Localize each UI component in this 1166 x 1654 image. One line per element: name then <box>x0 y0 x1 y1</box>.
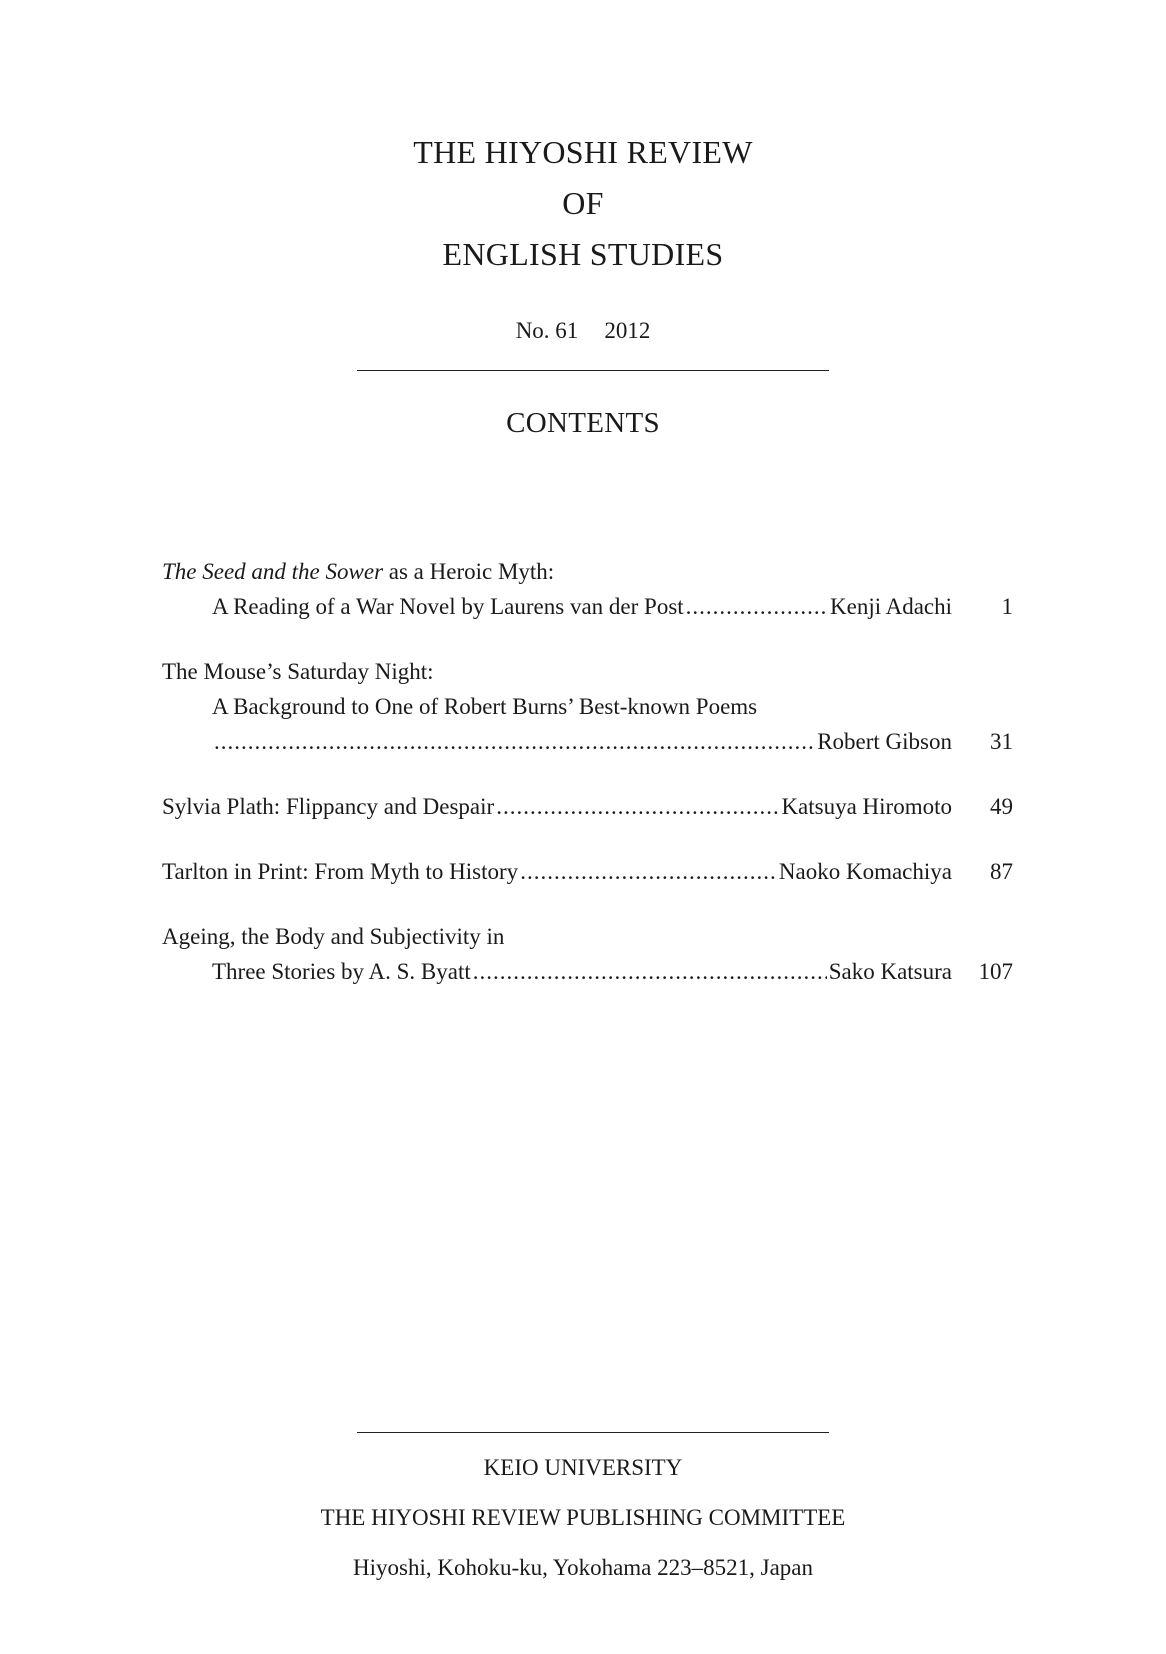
issue-info <box>0 316 1166 346</box>
toc-entry-1-subtitle-line[interactable] <box>212 590 952 624</box>
toc-entry-3-title: Sylvia Plath: Flippancy and Despair <box>162 794 495 819</box>
issue-number: No. 61 <box>515 318 579 343</box>
issue-year: 2012 <box>604 318 651 343</box>
toc-entry-4-leader-dots <box>520 855 777 889</box>
toc-entry-5-page: 107 <box>978 959 1013 984</box>
toc-entry-5-leader-dots <box>473 955 827 989</box>
bottom-divider <box>357 1432 829 1433</box>
top-divider <box>357 370 829 371</box>
toc-entry-3-author: Katsuya Hiromoto <box>781 794 952 819</box>
journal-title-line-1: THE HIYOSHI REVIEW <box>413 134 753 170</box>
toc-entry-1-subtitle: A Reading of a War Novel by Laurens van der Post <box>212 594 684 619</box>
toc-entry-2-author-line[interactable] <box>212 725 952 759</box>
toc-entry-4-line[interactable] <box>162 855 952 889</box>
toc-entry-1-title-rest: as a Heroic Myth: <box>383 559 555 584</box>
toc-entry-1-page: 1 <box>1001 594 1013 619</box>
toc-entry-2-subtitle: A Background to One of Robert Burns’ Best-known Poems <box>212 694 758 719</box>
toc-entry-2-author: Robert Gibson <box>817 729 952 754</box>
toc-entry-4-title: Tarlton in Print: From Myth to History <box>162 859 519 884</box>
publisher-university: KEIO UNIVERSITY <box>483 1455 683 1480</box>
toc-entry-5-title[interactable]: Ageing, the Body and Subjectivity in <box>162 924 505 949</box>
toc-entry-1-title-italic: The Seed and the Sower <box>162 559 384 584</box>
toc-entry-2-page: 31 <box>990 729 1013 754</box>
toc-entry-1-author: Kenji Adachi <box>830 594 952 619</box>
publisher-committee: THE HIYOSHI REVIEW PUBLISHING COMMITTEE <box>320 1505 846 1530</box>
toc-entry-3-leader-dots <box>496 790 779 824</box>
journal-title-line-3: ENGLISH STUDIES <box>442 236 724 272</box>
toc-entry-1-leader-dots <box>686 590 828 624</box>
toc-entry-2-leader-dots <box>214 725 815 759</box>
toc-entry-5-subtitle: Three Stories by A. S. Byatt <box>212 959 471 984</box>
journal-title-line-2: OF <box>562 185 604 221</box>
toc-entry-5-author: Sako Katsura <box>828 959 952 984</box>
contents-heading: CONTENTS <box>506 407 660 439</box>
toc-entry-5-subtitle-line[interactable] <box>212 955 952 989</box>
toc-entry-3-line[interactable] <box>162 790 952 824</box>
toc-entry-4-author: Naoko Komachiya <box>778 859 952 884</box>
toc-entry-3-page: 49 <box>990 794 1013 819</box>
publisher-address: Hiyoshi, Kohoku-ku, Yokohama 223–8521, Japan <box>353 1555 813 1580</box>
toc-entry-2-title[interactable]: The Mouse’s Saturday Night: <box>162 659 434 684</box>
toc-entry-1-title[interactable] <box>162 555 554 589</box>
toc-entry-4-page: 87 <box>990 859 1013 884</box>
